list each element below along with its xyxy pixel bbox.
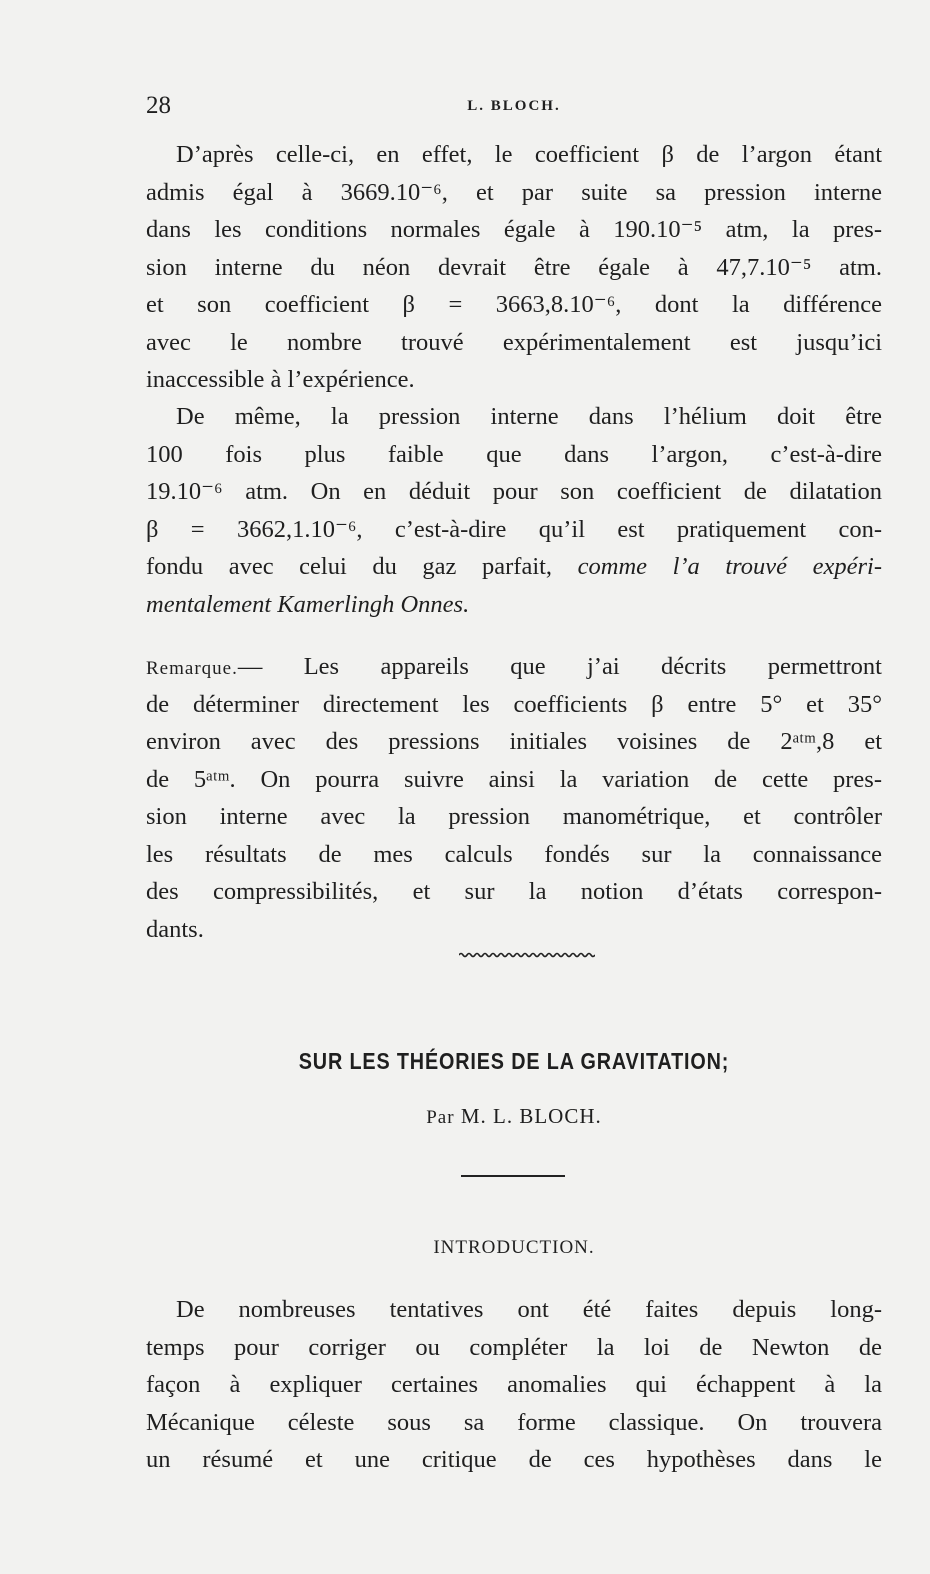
text-line: inaccessible à l’expérience. bbox=[146, 366, 415, 393]
text-span: fondu avec celui du gaz parfait, bbox=[146, 553, 578, 580]
remark-paragraph bbox=[146, 648, 882, 948]
text-line: Mécanique céleste sous sa forme classique. On trouvera bbox=[146, 1408, 882, 1436]
text-line: avec le nombre trouvé expérimentalement est jusqu’ici bbox=[146, 328, 882, 356]
text-line: sion interne avec la pression manométrique, et contrôler bbox=[146, 803, 882, 830]
article-byline bbox=[146, 1104, 882, 1129]
text-line-remark bbox=[146, 648, 882, 686]
italic-span: comme l’a trouvé expéri- bbox=[577, 553, 882, 580]
text-line: façon à expliquer certaines anomalies qui échappent à la bbox=[146, 1371, 882, 1398]
paragraph-2 bbox=[146, 398, 882, 623]
text-line: les résultats de mes calculs fondés sur la connaissance bbox=[146, 840, 882, 868]
text-line: 19.10⁻⁶ atm. On en déduit pour son coefficient de dilatation bbox=[146, 478, 882, 505]
byline-author: M. L. BLOCH. bbox=[460, 1104, 602, 1128]
text-line: β = 3662,1.10⁻⁶, c’est-à-dire qu’il est pratiquement con- bbox=[146, 515, 882, 543]
paragraph-1 bbox=[146, 136, 882, 399]
text-span: — Les appareils que j’ai décrits permettront bbox=[237, 653, 882, 680]
text-line-mixed bbox=[146, 548, 882, 586]
text-line: De même, la pression interne dans l’hélium doit être bbox=[176, 403, 882, 430]
text-line: 100 fois plus faible que dans l’argon, c’est-à-dire bbox=[146, 440, 882, 468]
remark-label: Remarque. bbox=[146, 658, 238, 679]
text-line: mentalement Kamerlingh Onnes. bbox=[146, 590, 470, 618]
page-number: 28 bbox=[146, 92, 171, 119]
text-line: de déterminer directement les coefficients β entre 5° et 35° bbox=[146, 690, 882, 718]
text-line: sion interne du néon devrait être égale à 47,7.10⁻⁵ atm. bbox=[146, 253, 882, 281]
text-line: un résumé et une critique de ces hypothèses dans le bbox=[146, 1446, 882, 1473]
article-title: SUR LES THÉORIES DE LA GRAVITATION; bbox=[298, 1048, 730, 1074]
wavy-divider bbox=[459, 950, 595, 960]
text-line: temps pour corriger ou compléter la loi de Newton de bbox=[146, 1333, 882, 1361]
byline-par: Par bbox=[426, 1107, 455, 1128]
section-heading: INTRODUCTION. bbox=[433, 1237, 595, 1258]
text-line: De nombreuses tentatives ont été faites depuis long- bbox=[176, 1296, 882, 1323]
text-line: des compressibilités, et sur la notion d’états correspon- bbox=[146, 878, 882, 905]
text-line: admis égal à 3669.10⁻⁶, et par suite sa pression interne bbox=[146, 178, 882, 206]
intro-paragraph bbox=[146, 1291, 882, 1479]
text-line: et son coefficient β = 3663,8.10⁻⁶, dont la différence bbox=[146, 291, 882, 318]
text-line: de 5ᵃᵗᵐ. On pourra suivre ainsi la variation de cette pres- bbox=[146, 765, 882, 793]
title-rule bbox=[461, 1175, 565, 1177]
text-line: environ avec des pressions initiales voisines de 2ᵃᵗᵐ,8 et bbox=[146, 728, 882, 755]
running-title: L. BLOCH. bbox=[467, 98, 561, 114]
text-line: dants. bbox=[146, 915, 204, 943]
text-line: D’après celle-ci, en effet, le coefficient β de l’argon étant bbox=[176, 141, 882, 168]
text-line: dans les conditions normales égale à 190.10⁻⁵ atm, la pres- bbox=[146, 216, 882, 243]
running-head bbox=[146, 92, 882, 122]
